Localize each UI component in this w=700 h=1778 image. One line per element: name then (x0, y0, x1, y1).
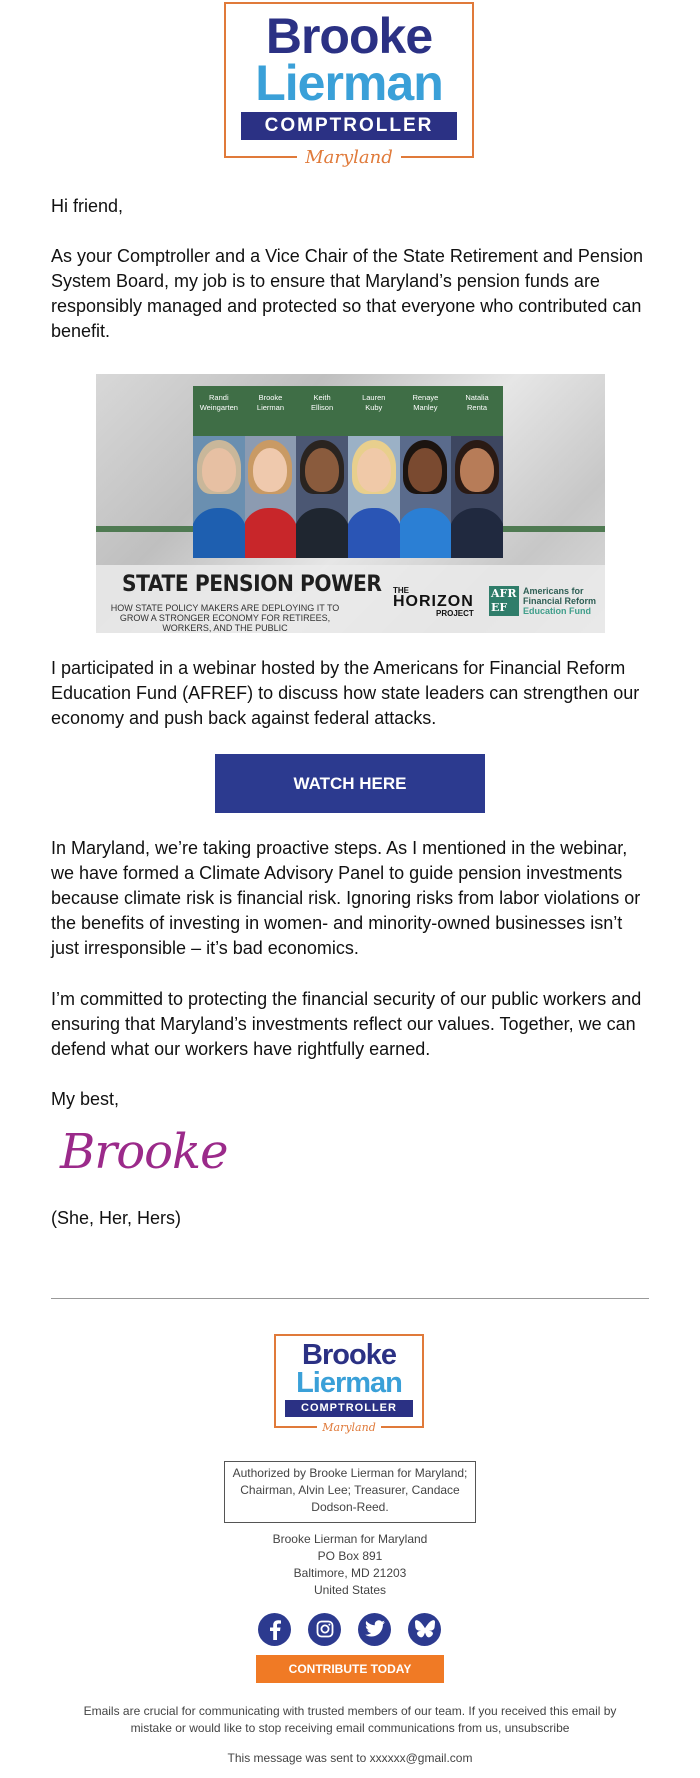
panelist-photo (451, 436, 503, 558)
pronouns: (She, Her, Hers) (51, 1208, 182, 1228)
panelist-photo (296, 436, 348, 558)
bluesky-icon[interactable] (408, 1613, 441, 1646)
afref-mark: AFR EF (489, 586, 519, 616)
footer-note: Emails are crucial for communicating with trusted members of our team. If you received this email by mistake or would like to stop receiving email communications from us, unsubscribe (83, 1704, 617, 1735)
paragraph-1: As your Comptroller and a Vice Chair of the State Retirement and Pension System Board, my job is to ensure that Maryland’s pension funds are responsibly managed and protected so that everyone who contributed can benefit. (51, 246, 643, 341)
authorization-disclaimer: Authorized by Brooke Lierman for Maryland; Chairman, Alvin Lee; Treasurer, Candace Dodson-Reed. (224, 1461, 476, 1523)
panelist-name: Brooke Lierman (256, 393, 285, 412)
webinar-banner-image[interactable] (96, 374, 605, 633)
panelist-photo (193, 436, 245, 558)
footer-divider (51, 1298, 649, 1299)
twitter-icon[interactable] (358, 1613, 391, 1646)
contribute-today-button[interactable]: CONTRIBUTE TODAY (256, 1655, 444, 1683)
footer-campaign-logo (274, 1334, 424, 1434)
panelist-name: Lauren Kuby (362, 393, 386, 412)
logo-office: COMPTROLLER (285, 1400, 413, 1417)
webinar-title: STATE PENSION POWER (122, 572, 382, 597)
campaign-logo (224, 2, 474, 168)
logo-state: Maryland (297, 147, 401, 168)
logo-last-name: Lierman (255, 55, 443, 111)
panelist-photo (400, 436, 452, 558)
greeting: Hi friend, (51, 196, 124, 216)
panelist-name: Keith Ellison (311, 393, 334, 412)
facebook-icon[interactable] (258, 1613, 291, 1646)
panelist-photo (245, 436, 297, 558)
mailing-address: Brooke Lierman for Maryland PO Box 891 Baltimore, MD 21203 United States (272, 1532, 428, 1597)
sent-to-line: This message was sent to xxxxxx@gmail.com (227, 1751, 473, 1765)
panelist-name: Randi Weingarten (199, 393, 238, 412)
logo-first-name: Brooke (265, 8, 433, 64)
signature: Brooke (60, 1124, 228, 1180)
horizon-project-logo: THE HORIZON PROJECT (393, 586, 474, 618)
panelist-photos (193, 436, 503, 558)
logo-office: COMPTROLLER (241, 112, 457, 140)
panelist-photo (348, 436, 400, 558)
recipient-email: xxxxxx@gmail.com (369, 1751, 473, 1765)
logo-first-name: Brooke (302, 1339, 396, 1371)
webinar-subtitle: HOW STATE POLICY MAKERS ARE DEPLOYING IT TO GROW A STRONGER ECONOMY FOR RETIREES, WORKERS, AND THE PUBLIC (110, 603, 340, 633)
logo-last-name: Lierman (296, 1367, 402, 1399)
afref-logo: AFR EF Americans for Financial Reform Education Fund (491, 586, 597, 616)
closing: My best, (51, 1089, 120, 1109)
paragraph-4: I’m committed to protecting the financial security of our public workers and ensuring that Maryland’s investments reflect our values. Together, we can defend what our workers have rightfully earned. (51, 989, 642, 1059)
paragraph-2: I participated in a webinar hosted by the Americans for Financial Reform Education Fund (AFREF) to discuss how state leaders can strengthen our economy and push back against federal attacks. (51, 658, 640, 728)
panelist-names (193, 393, 503, 413)
watch-here-button[interactable]: WATCH HERE (215, 754, 485, 813)
paragraph-3: In Maryland, we’re taking proactive steps. As I mentioned in the webinar, we have formed a Climate Advisory Panel to guide pension investments because climate risk is financial risk. Ignoring risks from labor violations or the benefits of investing in women- and minority-owned businesses isn’t just irresponsible – it’s bad economics. (51, 838, 641, 958)
instagram-icon[interactable] (308, 1613, 341, 1646)
logo-state: Maryland (317, 1421, 381, 1434)
panelist-strip (193, 386, 503, 558)
panelist-name: Renaye Manley (412, 393, 439, 412)
panelist-name: Natalia Renta (465, 393, 489, 412)
